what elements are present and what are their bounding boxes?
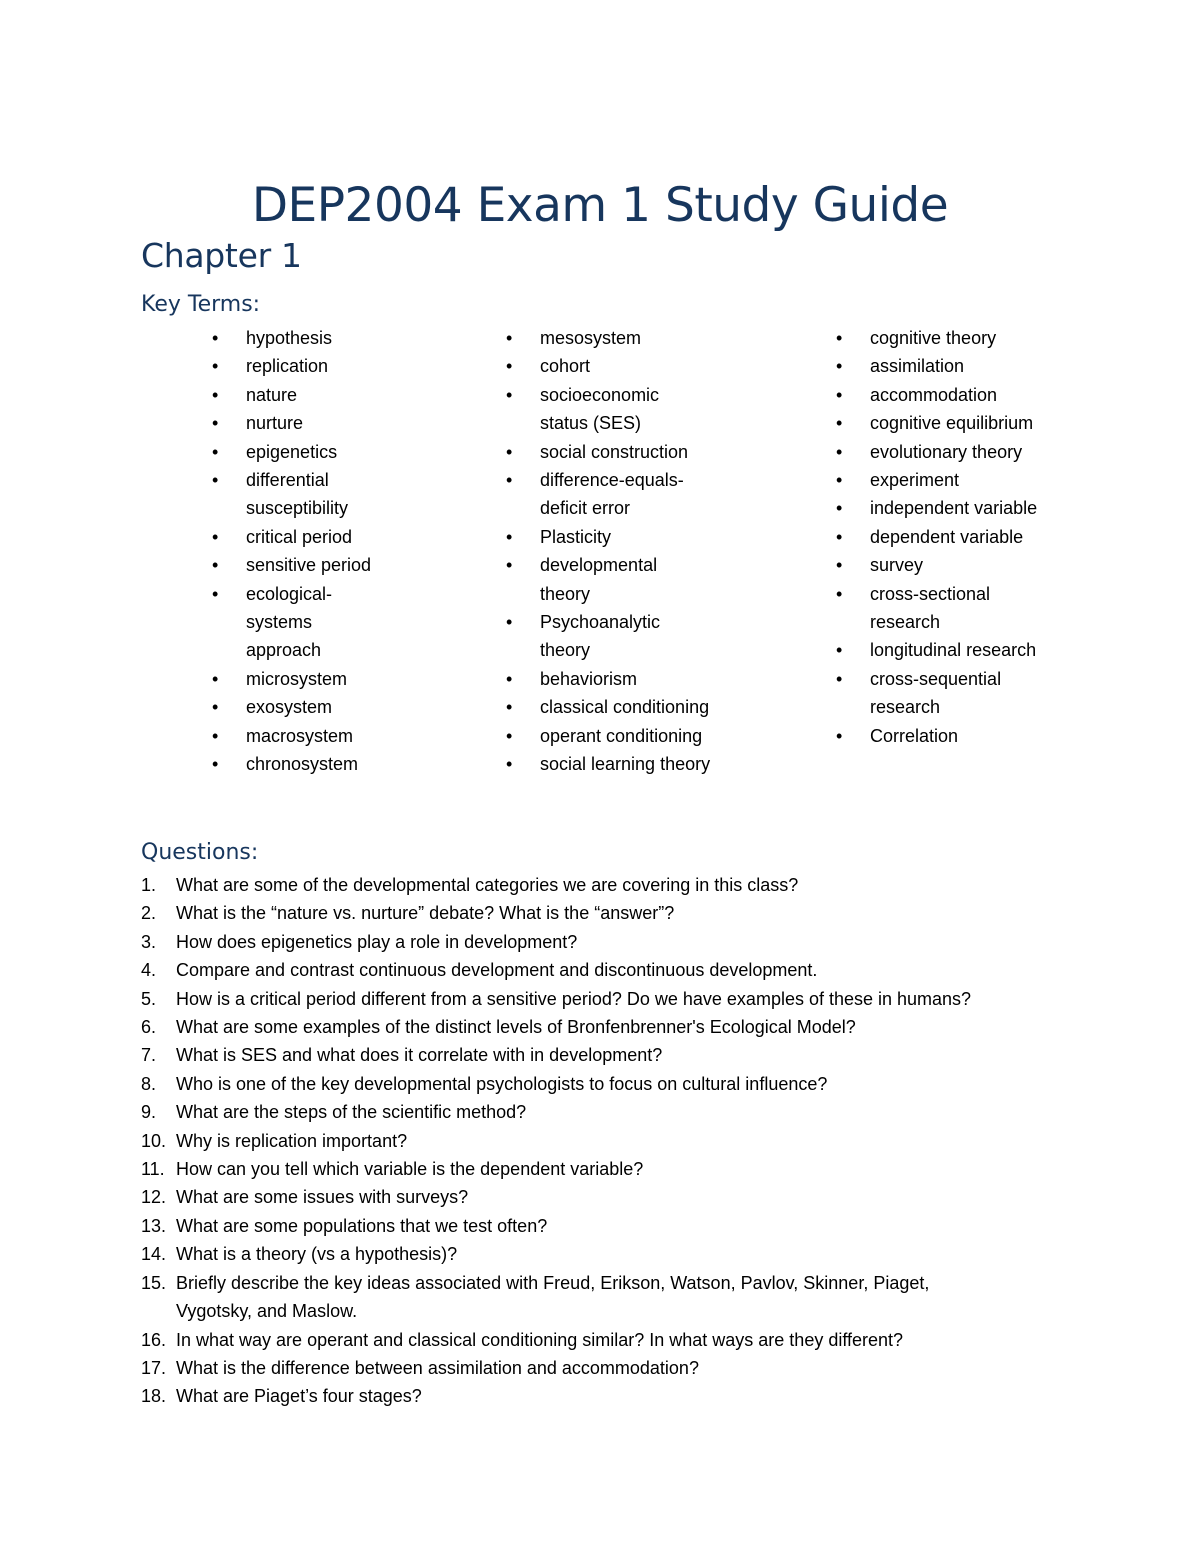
question-item (141, 1183, 1121, 1211)
question-item (141, 1382, 1121, 1410)
question-item (141, 985, 1121, 1013)
question-text: What is the difference between assimilation and accommodation? (176, 1357, 699, 1378)
question-text: What is SES and what does it correlate with in development? (176, 1045, 663, 1066)
question-item (141, 1127, 1121, 1155)
key-term-item: • dependent variable (836, 523, 1037, 551)
question-number: 12. (141, 1187, 167, 1208)
question-text: What are some examples of the distinct levels of Bronfenbrenner's Ecological Model? (176, 1017, 856, 1038)
key-term-item: • differential susceptibility (212, 466, 371, 523)
question-number: 3. (141, 931, 157, 952)
key-term-item: • developmental theory (506, 551, 710, 608)
key-term-item: • nurture (212, 409, 371, 437)
key-term-item: • microsystem (212, 665, 371, 693)
key-term-item: • operant conditioning (506, 722, 710, 750)
key-terms-column-2 (506, 324, 710, 779)
question-number: 13. (141, 1215, 167, 1236)
key-term-item: • ecological- systems approach (212, 580, 371, 665)
key-terms-column-3 (836, 324, 1037, 750)
key-term-item: • evolutionary theory (836, 438, 1037, 466)
key-term-item: • cognitive equilibrium (836, 409, 1037, 437)
question-text: How does epigenetics play a role in development? (176, 931, 578, 952)
key-term-item: • Plasticity (506, 523, 710, 551)
question-item (141, 871, 1121, 899)
key-term-item: • longitudinal research (836, 636, 1037, 664)
question-number: 6. (141, 1017, 157, 1038)
question-number: 15. (141, 1272, 167, 1293)
question-text: Why is replication important? (176, 1130, 408, 1151)
questions-list (141, 871, 1121, 1411)
question-text: What are some of the developmental categories we are covering in this class? (176, 875, 799, 895)
question-number: 8. (141, 1073, 157, 1094)
document-title: DEP2004 Exam 1 Study Guide (251, 178, 949, 234)
key-term-item: • assimilation (836, 352, 1037, 380)
question-item (141, 1354, 1121, 1382)
key-term-item: • macrosystem (212, 722, 371, 750)
question-number: 9. (141, 1102, 157, 1123)
key-term-item: • mesosystem (506, 324, 710, 352)
key-term-item: • Psychoanalytic theory (506, 608, 710, 665)
key-term-item: • social construction (506, 438, 710, 466)
key-term-item: • accommodation (836, 381, 1037, 409)
key-term-item: • behaviorism (506, 665, 710, 693)
question-text: What are the steps of the scientific method? (176, 1102, 527, 1123)
question-item (141, 1041, 1121, 1069)
question-text: What is a theory (vs a hypothesis)? (176, 1244, 458, 1265)
question-number: 7. (141, 1045, 157, 1066)
question-item (141, 928, 1121, 956)
key-term-item: • nature (212, 381, 371, 409)
question-item (141, 1013, 1121, 1041)
question-number: 18. (141, 1386, 167, 1407)
questions-heading: Questions: (141, 840, 259, 865)
key-term-item: • cognitive theory (836, 324, 1037, 352)
key-term-item: • classical conditioning (506, 693, 710, 721)
question-number: 17. (141, 1357, 167, 1378)
question-item (141, 1326, 1121, 1354)
key-term-item: • epigenetics (212, 438, 371, 466)
question-item (141, 956, 1121, 984)
question-number: 2. (141, 903, 157, 924)
key-term-item: • sensitive period (212, 551, 371, 579)
chapter-heading: Chapter 1 (141, 236, 302, 275)
key-terms-column-1 (212, 324, 371, 779)
question-text: Who is one of the key developmental psychologists to focus on cultural influence? (176, 1073, 828, 1094)
key-term-item: • survey (836, 551, 1037, 579)
question-number: 5. (141, 988, 157, 1009)
question-text: How can you tell which variable is the dependent variable? (176, 1159, 644, 1180)
question-number: 10. (141, 1130, 167, 1151)
key-terms-heading: Key Terms: (141, 292, 261, 317)
key-term-item: • replication (212, 352, 371, 380)
key-term-item: • chronosystem (212, 750, 371, 778)
question-text: In what way are operant and classical conditioning similar? In what ways are they different? (176, 1329, 904, 1350)
key-term-item: • experiment (836, 466, 1037, 494)
question-text: Compare and contrast continuous development and discontinuous development. (176, 960, 818, 981)
key-term-item: • social learning theory (506, 750, 710, 778)
key-term-item: • cross-sequential research (836, 665, 1037, 722)
question-number: 14. (141, 1244, 167, 1265)
question-item (141, 1070, 1121, 1098)
key-term-item: • independent variable (836, 494, 1037, 522)
question-item (141, 899, 1121, 927)
question-number: 1. (141, 875, 157, 895)
key-term-item: • difference-equals- deficit error (506, 466, 710, 523)
question-text: How is a critical period different from a sensitive period? Do we have examples of these in humans? (176, 988, 972, 1009)
key-term-item: • critical period (212, 523, 371, 551)
key-term-item: • cross-sectional research (836, 580, 1037, 637)
question-item (141, 1269, 1121, 1326)
question-text: What is the “nature vs. nurture” debate? What is the “answer”? (176, 903, 675, 924)
question-number: 11. (141, 1159, 165, 1180)
question-number: 16. (141, 1329, 167, 1350)
question-text: What are Piaget’s four stages? (176, 1386, 422, 1407)
question-item (141, 1155, 1121, 1183)
key-term-item: • socioeconomic status (SES) (506, 381, 710, 438)
key-term-item: • exosystem (212, 693, 371, 721)
key-term-item: • hypothesis (212, 324, 371, 352)
question-item (141, 1212, 1121, 1240)
question-item (141, 1240, 1121, 1268)
question-number: 4. (141, 960, 157, 981)
question-text: What are some issues with surveys? (176, 1187, 469, 1208)
key-term-item: • cohort (506, 352, 710, 380)
question-item (141, 1098, 1121, 1126)
question-text: What are some populations that we test often? (176, 1215, 548, 1236)
question-text: Briefly describe the key ideas associated with Freud, Erikson, Watson, Pavlov, Skinner, Piaget, Vygotsky, and Maslow. (176, 1272, 930, 1322)
key-term-item: • Correlation (836, 722, 1037, 750)
